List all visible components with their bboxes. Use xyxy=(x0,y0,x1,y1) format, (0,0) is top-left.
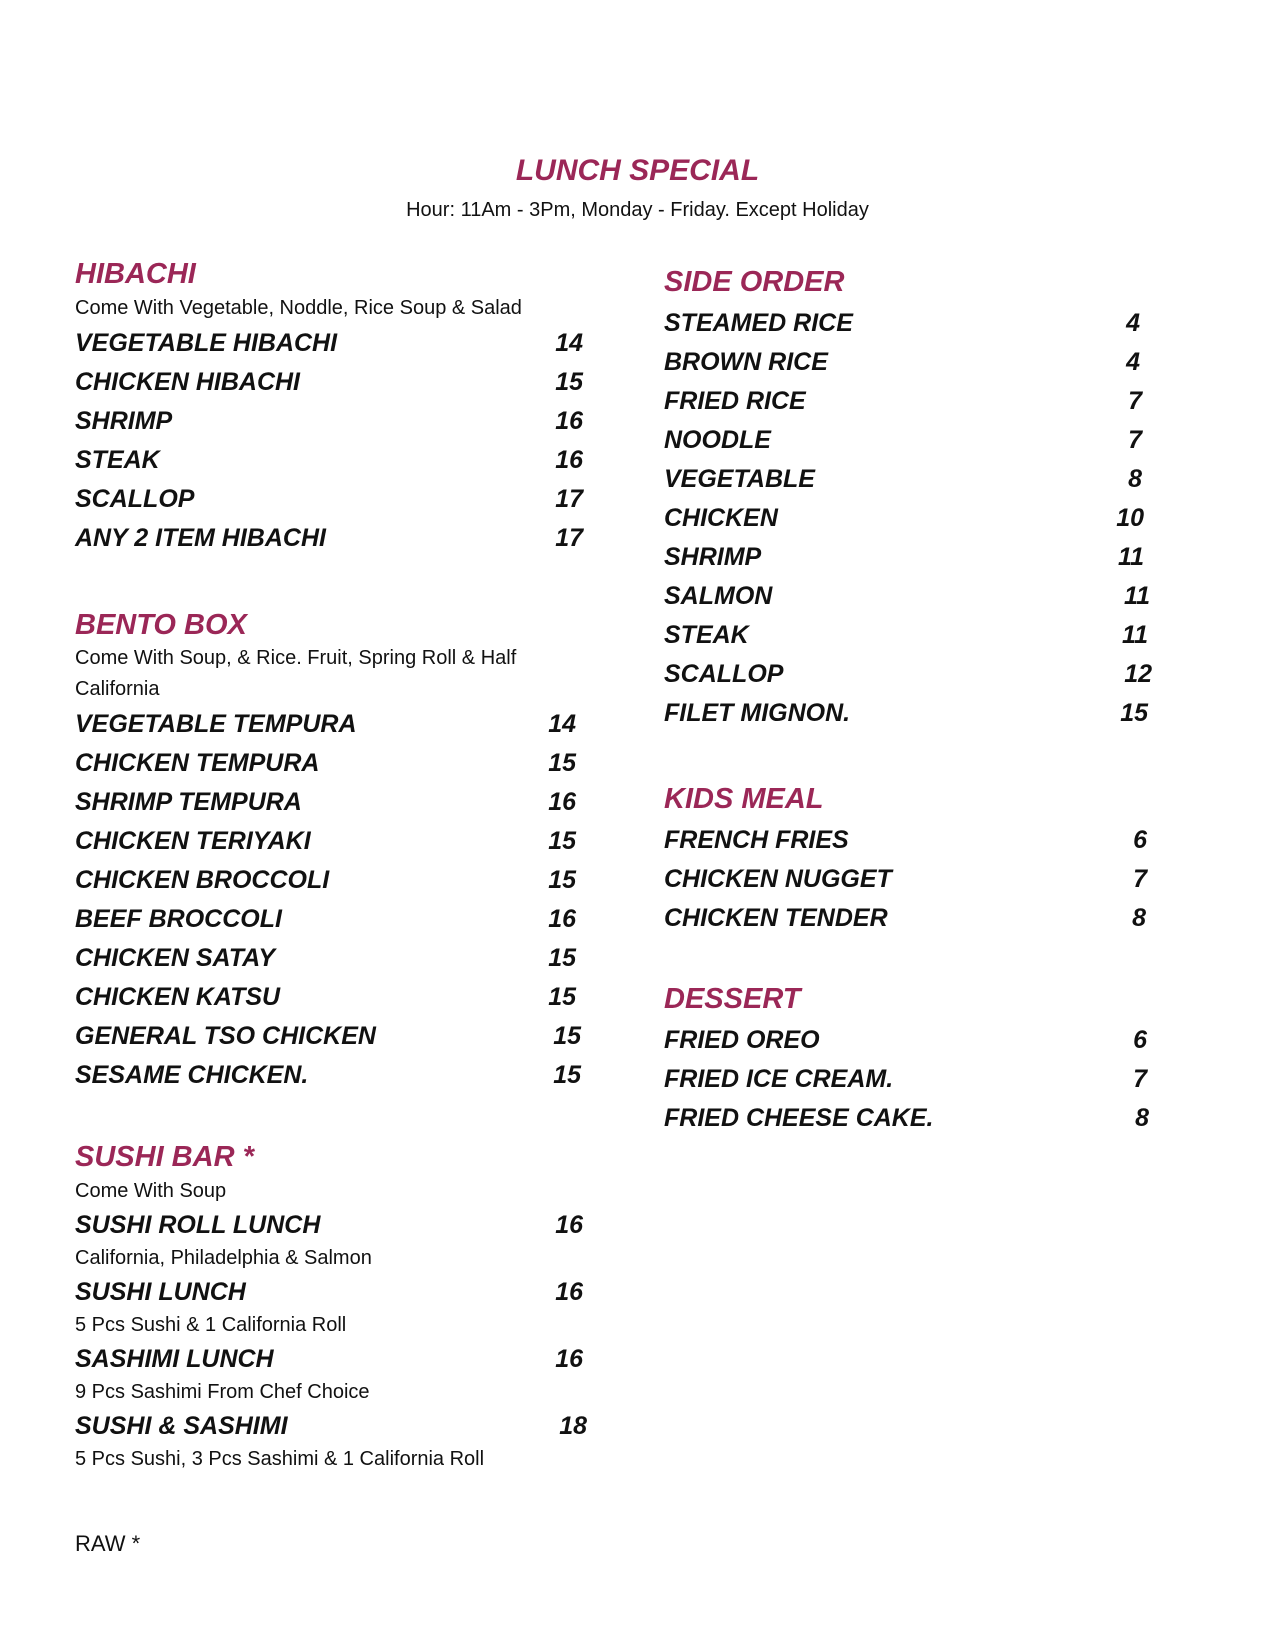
item-price: 10 xyxy=(1116,504,1144,532)
item-name: SHRIMP TEMPURA xyxy=(75,788,302,816)
menu-item xyxy=(75,978,576,1017)
section-note: Come With Soup, & Rice. Fruit, Spring Roll & Half California xyxy=(75,647,517,700)
item-name: VEGETABLE xyxy=(664,465,815,493)
menu-item xyxy=(75,441,595,480)
item-price: 15 xyxy=(548,749,576,777)
menu-item xyxy=(664,899,1204,938)
menu-item xyxy=(75,1408,595,1444)
menu-item xyxy=(75,900,576,939)
menu-item xyxy=(664,538,1204,577)
item-price: 15 xyxy=(553,1061,581,1089)
menu-item xyxy=(664,860,1204,899)
item-price: 18 xyxy=(559,1412,587,1440)
hibachi-item-list xyxy=(75,324,595,558)
item-name: SUSHI LUNCH xyxy=(75,1278,246,1306)
item-name: FRIED CHEESE CAKE. xyxy=(664,1104,934,1132)
hours-text: Hour: 11Am - 3Pm, Monday - Friday. Except Holiday xyxy=(406,199,869,221)
menu-item xyxy=(664,1021,1204,1060)
menu-item xyxy=(75,1207,595,1243)
item-name: SHRIMP xyxy=(75,407,173,435)
item-price: 16 xyxy=(548,905,576,933)
item-price: 15 xyxy=(548,944,576,972)
menu-item xyxy=(664,1060,1204,1099)
item-price: 17 xyxy=(555,524,583,552)
item-price: 6 xyxy=(1133,826,1147,854)
item-price: 6 xyxy=(1133,1026,1147,1054)
item-name: CHICKEN SATAY xyxy=(75,944,275,972)
menu-item xyxy=(75,861,576,900)
menu-item xyxy=(75,1017,581,1056)
item-name: NOODLE xyxy=(664,426,771,454)
item-name: VEGETABLE TEMPURA xyxy=(75,710,357,738)
menu-item xyxy=(75,783,576,822)
section-title: DESSERT xyxy=(664,983,801,1015)
section-title: HIBACHI xyxy=(75,258,196,290)
item-price: 7 xyxy=(1128,426,1142,454)
item-name: STEAMED RICE xyxy=(664,309,853,337)
item-price: 11 xyxy=(1124,582,1150,610)
section-note: Come With Vegetable, Noddle, Rice Soup & Salad xyxy=(75,297,522,319)
menu-item xyxy=(75,1056,581,1095)
menu-item xyxy=(75,480,595,519)
menu-item xyxy=(75,519,595,558)
kids-item-list xyxy=(664,821,1204,938)
item-price: 16 xyxy=(555,446,583,474)
item-name: SASHIMI LUNCH xyxy=(75,1345,274,1373)
item-price: 7 xyxy=(1128,387,1142,415)
side-item-list xyxy=(664,304,1204,733)
item-price: 8 xyxy=(1128,465,1142,493)
item-price: 15 xyxy=(548,827,576,855)
menu-item xyxy=(75,402,595,441)
side-order-section xyxy=(664,265,1204,733)
sushi-item-list xyxy=(75,1207,595,1475)
dessert-section xyxy=(664,982,1204,1138)
section-title: SUSHI BAR * xyxy=(75,1141,254,1173)
menu-item xyxy=(664,694,1204,733)
item-price: 15 xyxy=(555,368,583,396)
item-price: 15 xyxy=(548,983,576,1011)
item-name: FRIED ICE CREAM. xyxy=(664,1065,894,1093)
menu-item xyxy=(664,499,1204,538)
item-price: 14 xyxy=(548,710,576,738)
item-name: CHICKEN NUGGET xyxy=(664,865,892,893)
dessert-item-list xyxy=(664,1021,1204,1138)
section-title: SIDE ORDER xyxy=(664,266,845,298)
item-price: 15 xyxy=(553,1022,581,1050)
item-description: 9 Pcs Sashimi From Chef Choice xyxy=(75,1381,370,1403)
item-price: 11 xyxy=(1122,621,1148,649)
menu-item xyxy=(664,343,1204,382)
menu-item xyxy=(664,821,1204,860)
bento-item-list xyxy=(75,705,581,1095)
item-price: 4 xyxy=(1126,348,1140,376)
item-name: SUSHI ROLL LUNCH xyxy=(75,1211,321,1239)
section-note: Come With Soup xyxy=(75,1180,227,1202)
item-description: 5 Pcs Sushi & 1 California Roll xyxy=(75,1314,347,1336)
item-price: 11 xyxy=(1118,543,1144,571)
menu-item xyxy=(664,577,1204,616)
section-title: KIDS MEAL xyxy=(664,783,824,815)
item-name: SUSHI & SASHIMI xyxy=(75,1412,288,1440)
item-name: SCALLOP xyxy=(75,485,195,513)
item-name: STEAK xyxy=(75,446,160,474)
item-description: 5 Pcs Sushi, 3 Pcs Sashimi & 1 California Roll xyxy=(75,1448,485,1470)
item-price: 16 xyxy=(548,788,576,816)
menu-item xyxy=(75,705,576,744)
menu-item xyxy=(75,324,595,363)
raw-footnote: RAW * xyxy=(75,1531,141,1556)
item-price: 8 xyxy=(1135,1104,1149,1132)
item-name: GENERAL TSO CHICKEN xyxy=(75,1022,376,1050)
menu-item xyxy=(75,939,576,978)
menu-item xyxy=(664,382,1204,421)
menu-item xyxy=(664,460,1204,499)
page-title: LUNCH SPECIAL xyxy=(515,154,760,187)
item-name: SCALLOP xyxy=(664,660,784,688)
menu-item xyxy=(75,1274,595,1310)
item-price: 4 xyxy=(1126,309,1140,337)
hibachi-section xyxy=(75,257,595,558)
item-price: 16 xyxy=(555,1345,583,1373)
item-price: 12 xyxy=(1124,660,1152,688)
item-name: STEAK xyxy=(664,621,749,649)
item-name: ANY 2 ITEM HIBACHI xyxy=(75,524,326,552)
menu-item xyxy=(664,655,1204,694)
item-price: 16 xyxy=(555,407,583,435)
item-name: BEEF BROCCOLI xyxy=(75,905,282,933)
item-price: 8 xyxy=(1132,904,1146,932)
sushi-bar-section xyxy=(75,1140,595,1475)
item-name: CHICKEN BROCCOLI xyxy=(75,866,330,894)
section-title: BENTO BOX xyxy=(75,609,247,641)
item-name: CHICKEN TEMPURA xyxy=(75,749,320,777)
item-price: 15 xyxy=(1120,699,1148,727)
item-name: VEGETABLE HIBACHI xyxy=(75,329,338,357)
menu-item xyxy=(75,1341,595,1377)
item-name: BROWN RICE xyxy=(664,348,828,376)
item-name: CHICKEN KATSU xyxy=(75,983,281,1011)
item-price: 16 xyxy=(555,1278,583,1306)
bento-box-section xyxy=(75,608,581,1095)
menu-item xyxy=(664,304,1204,343)
item-name: SALMON xyxy=(664,582,773,610)
menu-item xyxy=(664,616,1204,655)
item-price: 17 xyxy=(555,485,583,513)
item-price: 7 xyxy=(1133,865,1147,893)
item-name: SESAME CHICKEN. xyxy=(75,1061,309,1089)
menu-item xyxy=(664,1099,1204,1138)
item-price: 16 xyxy=(555,1211,583,1239)
item-name: FRIED RICE xyxy=(664,387,806,415)
menu-item xyxy=(75,363,595,402)
item-name: CHICKEN TENDER xyxy=(664,904,888,932)
item-name: CHICKEN TERIYAKI xyxy=(75,827,311,855)
kids-meal-section xyxy=(664,782,1204,938)
item-price: 15 xyxy=(548,866,576,894)
item-name: FRIED OREO xyxy=(664,1026,820,1054)
item-name: CHICKEN xyxy=(664,504,778,532)
item-price: 14 xyxy=(555,329,583,357)
item-name: CHICKEN HIBACHI xyxy=(75,368,300,396)
item-name: FILET MIGNON. xyxy=(664,699,851,727)
menu-item xyxy=(75,822,576,861)
menu-item xyxy=(75,744,576,783)
item-name: FRENCH FRIES xyxy=(664,826,849,854)
item-price: 7 xyxy=(1133,1065,1147,1093)
item-name: SHRIMP xyxy=(664,543,762,571)
menu-item xyxy=(664,421,1204,460)
item-description: California, Philadelphia & Salmon xyxy=(75,1247,372,1269)
